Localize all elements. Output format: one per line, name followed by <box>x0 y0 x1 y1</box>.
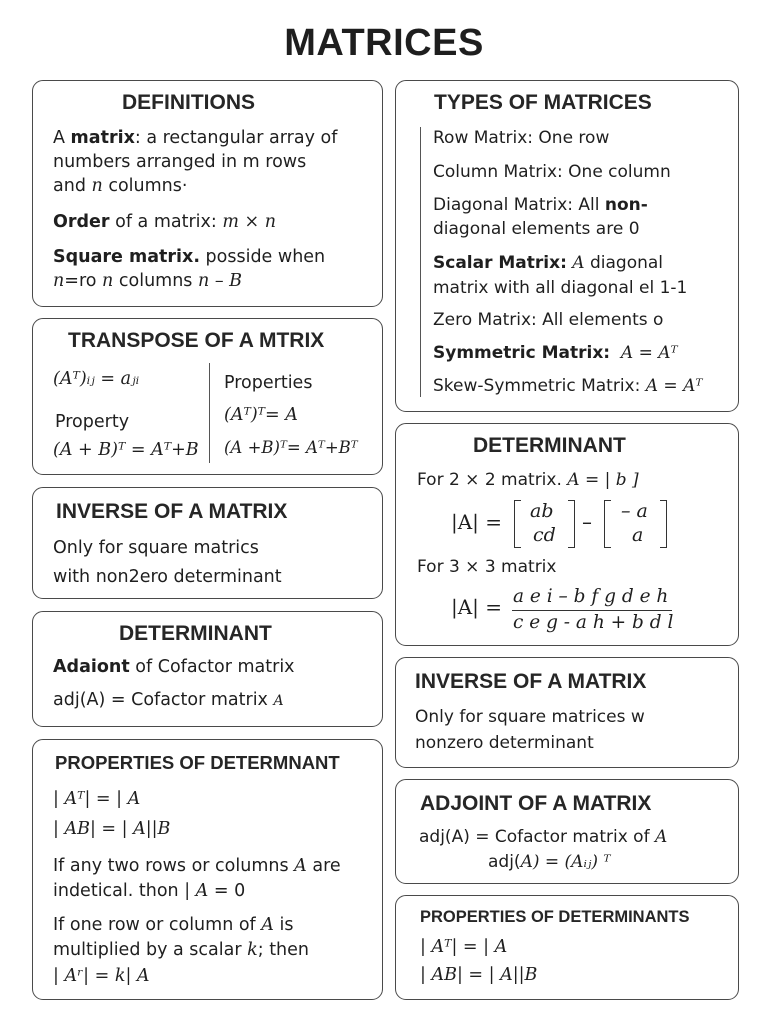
det-3x3-numerator: a e i – b f g d e h <box>513 586 669 607</box>
inverse-right-line-1: Only for square matrices w <box>415 707 645 727</box>
double-transpose-property: (Aᵀ)ᵀ= A <box>224 405 298 425</box>
left-matrix-close-bracket <box>568 500 575 548</box>
diagonal-matrix-item-1: Diagonal Matrix: All non- <box>433 195 648 215</box>
product-det-formula: | AB| = | A||B <box>53 819 171 839</box>
definitions-heading: DEFINITIONS <box>122 91 256 114</box>
scalar-matrix-item-2: matrix with all diagonal el 1-1 <box>433 278 688 298</box>
right-matrix-open-bracket <box>604 500 611 548</box>
properties-card-left <box>32 739 383 1000</box>
definitions-line-2: numbers arranged in m rows <box>53 152 307 172</box>
transpose-det-formula-right: | Aᵀ| = | A <box>420 937 508 957</box>
transpose-heading: TRANSPOSE OF A MTRIX <box>68 329 325 352</box>
left-matrix-top-row: ab <box>530 500 554 522</box>
identical-rows-line-1: If any two rows or columns A are <box>53 856 341 876</box>
transpose-divider <box>209 363 210 463</box>
transpose-definition: (Aᵀ)ᵢⱼ = aⱼᵢ <box>53 369 140 389</box>
inverse-card-left <box>32 487 383 599</box>
left-matrix-open-bracket <box>514 500 521 548</box>
scalar-matrix-item-1: Scalar Matrix: A diagonal <box>433 253 664 273</box>
matrix-order-line: Order of a matrix: m × n <box>53 212 276 232</box>
determinant-heading-right: DETERMINANT <box>473 434 626 457</box>
inverse-left-line-2: with non2ero determinant <box>53 567 282 587</box>
two-by-two-line: For 2 × 2 matrix. A = | b ] <box>417 470 639 490</box>
identical-rows-line-2: indetical. thon | A = 0 <box>53 881 246 901</box>
scalar-multiple-line-1: If one row or column of A is <box>53 915 294 935</box>
page-title: MATRICES <box>284 22 484 64</box>
types-left-rule <box>420 127 421 397</box>
inverse-card-right <box>395 657 739 768</box>
properties-card-right <box>395 895 739 1000</box>
left-matrix-bottom-row: cd <box>533 524 556 546</box>
definitions-line-3: and n columns· <box>53 176 188 196</box>
det-minus-sign: – <box>582 510 592 534</box>
definitions-line-1: A matrix: a rectangular array of <box>53 128 338 148</box>
adjoint-card <box>395 779 739 884</box>
zero-matrix-item: Zero Matrix: All elements o <box>433 310 664 330</box>
transpose-card <box>32 318 383 475</box>
scalar-multiple-line-2: multiplied by a scalar k; then <box>53 940 310 960</box>
inverse-right-line-2: nonzero determinant <box>415 733 594 753</box>
transpose-of-sum-property: (A +B)ᵀ= Aᵀ+Bᵀ <box>224 438 358 457</box>
right-matrix-close-bracket <box>660 500 667 548</box>
skew-symmetric-matrix-item: Skew-Symmetric Matrix: A = Aᵀ <box>433 376 703 396</box>
types-card <box>395 80 739 412</box>
symmetric-matrix-item: Symmetric Matrix: A = Aᵀ <box>433 343 678 363</box>
right-matrix-bottom-row: a <box>632 524 644 546</box>
diagonal-matrix-item-2: diagonal elements are 0 <box>433 219 640 239</box>
determinant-card-left <box>32 611 383 727</box>
adj-formula-line: adj(A) = Cofactor matrix A <box>53 690 284 710</box>
properties-heading-left: PROPERTIES OF DETERMNANT <box>55 752 340 773</box>
adjoint-definition-line: adj(A) = Cofactor matrix of A <box>419 827 668 847</box>
transpose-sum-property: (A + B)ᵀ = Aᵀ+B <box>53 440 199 460</box>
adjoint-heading: ADJOINT OF A MATRIX <box>420 792 652 815</box>
row-matrix-item: Row Matrix: One row <box>433 128 610 148</box>
det-2x2-abs: |A| = <box>451 510 503 534</box>
inverse-left-line-1: Only for square matrics <box>53 538 259 558</box>
square-matrix-line-1: Square matrix. posside when <box>53 247 326 267</box>
types-heading: TYPES OF MATRICES <box>434 91 652 114</box>
property-label: Property <box>55 412 130 432</box>
determinant-card-right <box>395 423 739 646</box>
right-matrix-top-row: – a <box>621 500 648 522</box>
product-det-formula-right: | AB| = | A||B <box>420 965 538 985</box>
three-by-three-line: For 3 × 3 matrix <box>417 557 557 577</box>
square-matrix-line-2: n=ro n columns n – B <box>53 271 242 291</box>
properties-heading-right: PROPERTIES OF DETERMINANTS <box>420 908 690 926</box>
definitions-card <box>32 80 383 307</box>
column-matrix-item: Column Matrix: One column <box>433 162 671 182</box>
adjoint-transpose-formula: adj(A) = (Aᵢⱼ) ᵀ <box>488 852 611 872</box>
adjoint-cofactor-line: Adaiont of Cofactor matrix <box>53 657 295 677</box>
scalar-multiple-formula: | Aʳ| = k| A <box>53 966 150 986</box>
determinant-heading-left: DETERMINANT <box>119 622 272 645</box>
det-3x3-denominator: c e g - a h + b d l <box>513 612 674 633</box>
properties-label: Properties <box>224 373 313 393</box>
inverse-heading-right: INVERSE OF A MATRIX <box>415 670 647 693</box>
transpose-det-formula: | Aᵀ| = | A <box>53 789 141 809</box>
det-3x3-abs: |A| = <box>451 595 503 619</box>
inverse-heading-left: INVERSE OF A MATRIX <box>56 500 288 523</box>
